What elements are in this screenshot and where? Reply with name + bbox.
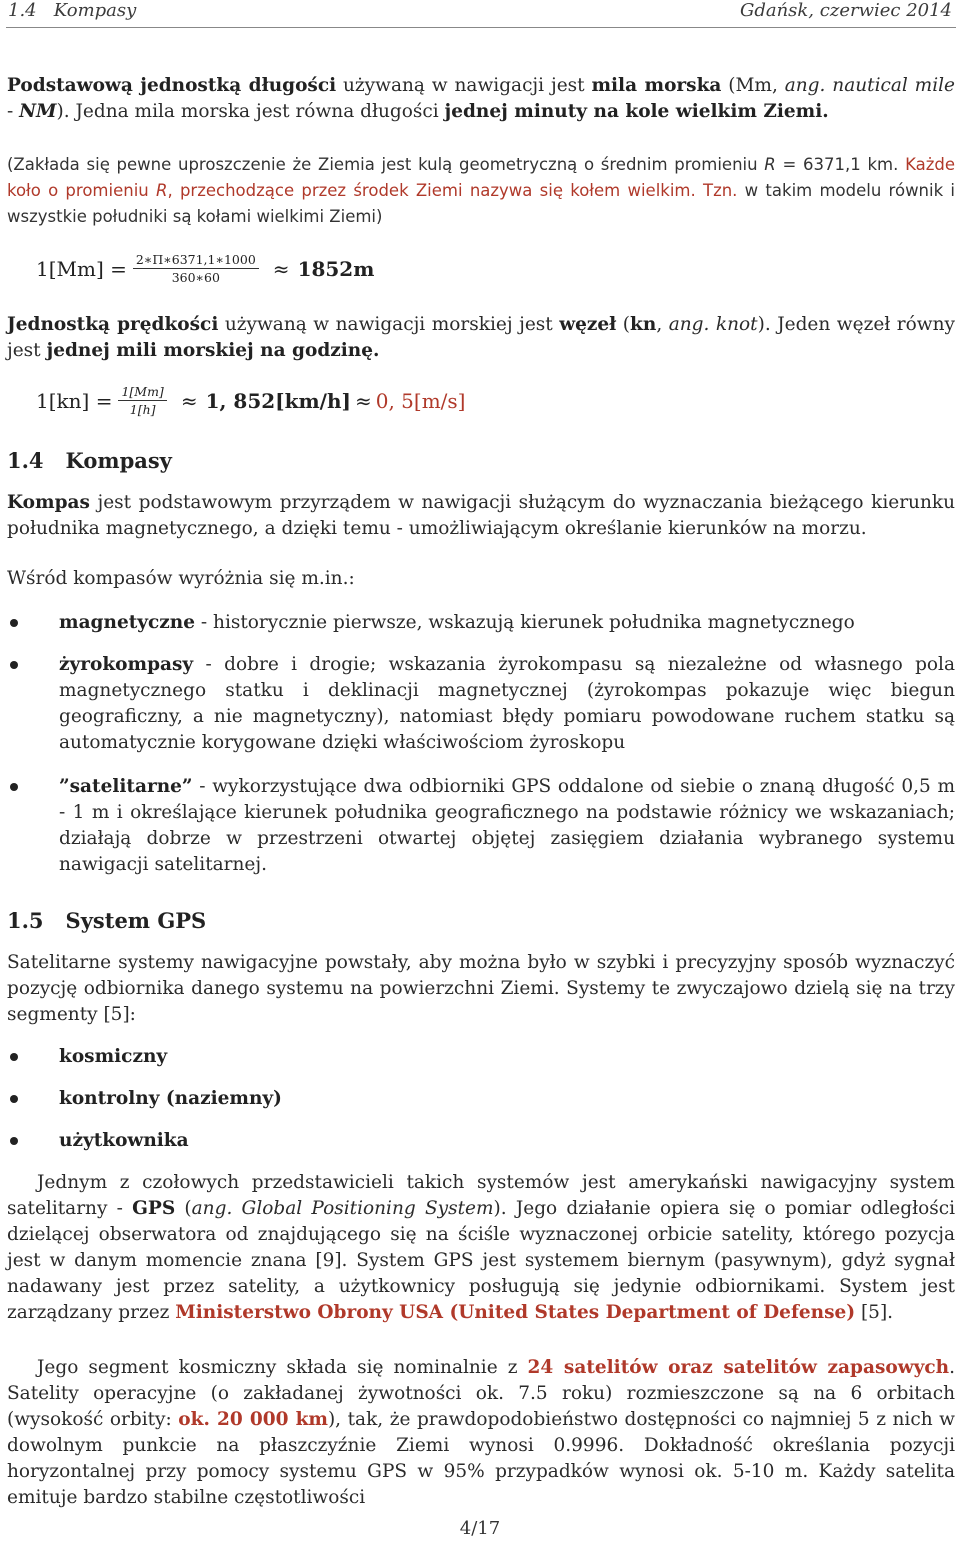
page-number: 4/17 [459, 1518, 501, 1539]
bullet-icon [10, 661, 18, 669]
eq-numerator: 1[Mm] [118, 384, 166, 401]
text: NM [19, 101, 57, 122]
bullet-icon [10, 1137, 18, 1145]
item-text: - historycznie pierwsze, wskazują kierunek południka magnetycznego [195, 612, 855, 633]
paragraph-knot [7, 312, 955, 364]
text: kn [630, 314, 657, 335]
bullet-icon [10, 1053, 18, 1061]
text: = 6371,1 km. [775, 155, 906, 174]
list-item [7, 652, 955, 756]
paragraph-gps [7, 1170, 955, 1326]
text: R [764, 155, 776, 174]
paragraph-satelitarne: Satelitarne systemy nawigacyjne powstały, aby można było w szybki i precyzyjny sposób wyznaczyć pozycję odbiornika danego systemu na powierzchni Ziemi. Systemy te zwyczajowo dzielą się na trzy segmenty [5]: [7, 952, 955, 1025]
eq-lhs: 1[kn] = [36, 388, 113, 413]
item-term: użytkownika [59, 1130, 189, 1151]
text: (Zakłada się pewne uproszczenie że Ziemia jest kulą geometryczną o średnim promieniu [7, 155, 765, 174]
text: ang. knot [668, 314, 758, 335]
item-term: magnetyczne [59, 612, 196, 633]
text: Jednostką prędkości [7, 314, 219, 335]
text: ( [616, 314, 631, 335]
section-heading-gps [7, 908, 206, 933]
list-item [7, 1086, 955, 1112]
text: ), tak, że prawdopodobieństwo dostępności co najmniej 5 z nich w dowolnym punkcie na płaszczyźnie Ziemi wynosi 0.9996. Dokładność określania pozycji horyzontalnej przy pomocy systemu GPS w 95% przypadków wynosi ok. 5-10 m. Każdy satelita emituje bardzo stabilne częstotliwości [7, 1409, 955, 1508]
text: używaną w nawigacji jest [336, 75, 592, 96]
paragraph-mila [7, 73, 955, 125]
section-number: 1.4 [7, 448, 44, 473]
text: , przechodzące przez środek Ziemi nazywa się kołem wielkim. Tzn. [167, 181, 738, 200]
page-header [8, 0, 952, 24]
list-item [7, 1128, 955, 1154]
eq-denominator: 1[h] [129, 402, 156, 417]
approx-symbol: ≈ [272, 256, 290, 281]
item-text: - dobre i drogie; wskazania żyrokompasu są niezależne od własnego pola magnetycznego statku i deklinacji magnetycznej (żyrokompas pokazuje więc biegun geograficzny, a nie magnetyczny), natomiast błędy pomiaru powodowane ruchem statku są automatycznie korygowane dzięki właściwościom żyroskopu [59, 654, 955, 753]
text: Kompas [7, 492, 90, 513]
text: - [7, 101, 20, 122]
text: Każde koło o promieniu [7, 155, 955, 200]
eq-lhs: 1[Mm] = [36, 256, 127, 281]
text: GPS [132, 1198, 176, 1219]
bullet-icon [10, 1095, 18, 1103]
text: jest podstawowym przyrządem w nawigacji służącym do wyznaczania bieżącego kierunku południka magnetycznego, a dzięki temu - umożliwiającym określanie kierunków na morzu. [7, 492, 955, 539]
eq-mid: 1, 852[km/h] [205, 388, 351, 413]
text: mila morska [591, 75, 722, 96]
list-item [7, 774, 955, 878]
section-title: System GPS [65, 908, 207, 933]
eq-fraction [118, 384, 166, 417]
text: ). Jego działanie opiera się o pomiar odległości dzielącej obserwatora od znajdującego się na ściśle wyznaczonej orbicie satelity, którego pozycja jest w danym momencie znana [9]. System GPS jest systemem biernym (pasywnym), gdyż sygnał nadawany jest przez satelity, a użytkownicy posługują się jedynie odbiornikami. System jest zarządzany przez [7, 1198, 955, 1323]
text: ang. nautical mile [784, 75, 955, 96]
text: ( [175, 1198, 192, 1219]
list-item [7, 1044, 955, 1070]
text: jednej minuty na kole wielkim Ziemi. [444, 101, 829, 122]
header-section: 1.4 Kompasy [8, 0, 137, 21]
section-title: Kompasy [65, 448, 172, 473]
text: w takim modelu równik i wszystkie południki są kołami wielkimi Ziemi) [7, 181, 955, 226]
eq-denominator: 360∗60 [171, 270, 220, 285]
eq-rhs: 1852m [297, 256, 375, 281]
text: R [155, 181, 168, 200]
paragraph-segment [7, 1355, 955, 1511]
text: . Satelity operacyjne (o zakładanej żywotności ok. 7.5 roku) rozmieszczone są na 6 orbitach (wysokość orbity: [7, 1357, 955, 1430]
item-term: kontrolny (naziemny) [59, 1088, 282, 1109]
text: Jego segment kosmiczny składa się nominalnie z [37, 1357, 528, 1378]
text: Ministerstwo Obrony USA (United States Department of Defense) [175, 1302, 856, 1323]
text: [5]. [855, 1302, 894, 1323]
text: Jednym z czołowych przedstawicieli takich systemów jest amerykański nawigacyjny system satelitarny - [7, 1172, 955, 1219]
item-text: - wykorzystujące dwa odbiorniki GPS oddalone od siebie o znaną długość 0,5 m - 1 m i określające kierunek południka geograficznego na podstawie różnicy we wskazaniach; działają dobrze w przestrzeni otwartej objętej zasięgiem działania wybranego systemu nawigacji satelitarnej. [59, 776, 955, 875]
header-rule [6, 27, 956, 28]
eq-numerator: 2∗Π∗6371,1∗1000 [133, 252, 259, 269]
section-number: 1.5 [7, 908, 44, 933]
approx-symbol: ≈ [354, 388, 372, 413]
text: używaną w nawigacji morskiej jest [218, 314, 560, 335]
item-term: żyrokompasy [59, 654, 194, 675]
equation-knot [36, 384, 465, 417]
text: 24 satelitów oraz satelitów zapasowych [527, 1357, 950, 1378]
paragraph-kompas [7, 490, 955, 542]
text: , [656, 314, 669, 335]
header-place-date: Gdańsk, czerwiec 2014 [739, 0, 952, 21]
eq-rhs: 0, 5[m/s] [375, 388, 466, 413]
text: jednej mili morskiej na godzinę. [46, 340, 380, 361]
paragraph-wsrod: Wśród kompasów wyróżnia się m.in.: [7, 568, 355, 589]
paragraph-assumption [7, 152, 955, 230]
item-term: kosmiczny [59, 1046, 168, 1067]
approx-symbol: ≈ [180, 388, 198, 413]
list-item [7, 610, 955, 636]
text: (Mm, [721, 75, 785, 96]
section-heading-kompasy [7, 448, 172, 473]
bullet-icon [10, 619, 18, 627]
equation-mile [36, 252, 374, 285]
bullet-icon [10, 783, 18, 791]
text: ). Jeden węzeł równy jest [7, 314, 955, 361]
text: ok. 20 000 km [178, 1409, 328, 1430]
text: węzeł [559, 314, 617, 335]
text: Podstawową jednostką długości [7, 75, 337, 96]
text: ang. Global Positioning System [191, 1198, 494, 1219]
item-term: ”satelitarne” [59, 776, 193, 797]
eq-fraction [133, 252, 259, 285]
text: ). Jedna mila morska jest równa długości [56, 101, 445, 122]
